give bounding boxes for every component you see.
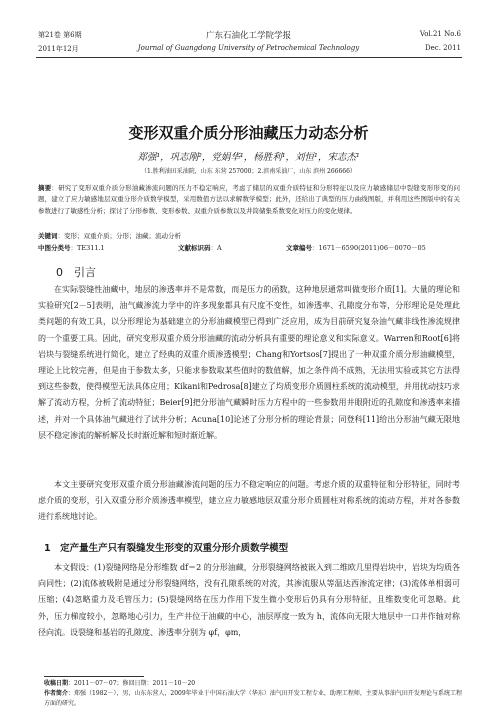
article-number	[286, 243, 426, 252]
header-date-en: Dec. 2011	[425, 44, 461, 52]
section-1-heading: 1 定产量生产只有裂缝发生形变的双重分形介质数学模型	[44, 543, 289, 554]
header-rule	[36, 57, 462, 58]
intro-heading: 0 引言	[56, 266, 96, 279]
received-label: 收稿日期	[44, 680, 69, 687]
abstract	[38, 183, 460, 217]
affiliation: （1.胜利油田采油院，山东 东营 257000；2.滨南采油厂，山东 滨州 266666）	[141, 168, 356, 175]
keywords-text: ：变形；双重介质；分形；油藏；流动分析	[57, 232, 181, 240]
author-bio-text: ：郑强（1982－），男，山东东营人，2009年毕业于中国石油大学（华东）油气田开发工程专业，助理工程师，主要从事油气田开发理论与系统工程方面的研究。	[44, 690, 462, 707]
doc-label: 文献标识码	[178, 244, 211, 252]
abstract-text: ：研究了变形双重介质分形油藏渗流问题的压力不稳定响应，考虑了储层的双重介质特征和分形特征以及应力敏感储层中裂缝变形形变的问题，建立了应力敏感地层双重分形介质数学模型，采用数值方法以求解数学模型；此外，还给出了典型的压力曲线图版，并利用这些图版中的有关参数进行了敏感性分析；探讨了分形参数、变形参数、双重介质参数以及井筒储集系数变化对压力的变化规律。	[38, 184, 461, 215]
article-title: 变形双重介质分形油藏压力动态分析	[128, 124, 369, 142]
article-label: 文章编号	[286, 244, 312, 252]
footnote-author	[44, 689, 462, 709]
clc-value: ：TE311.1	[70, 244, 105, 252]
clc-label: 中图分类号	[38, 244, 71, 252]
keywords-label: 关键词	[38, 232, 58, 240]
abstract-label: 摘要	[38, 184, 52, 192]
document-code	[178, 243, 222, 252]
header-journal-en: Journal of Guangdong University of Petrochemical Technology	[137, 44, 360, 52]
header-vol-issue-cn: 第21卷 第6期	[38, 31, 82, 39]
header-journal-cn: 广东石油化工学院学报	[205, 31, 291, 41]
author-bio-label: 作者简介	[44, 690, 69, 697]
intro-paragraph-2: 本文主要研究变形双重介质分形油藏渗流问题的压力不稳定响应的问题。考虑介质的双重特征和分形特征，同时考虑介质的变形，引入双重分形介质渗透率模型，建立应力敏感地层双重分形介质圆柱对称系统的流动方程，并对各参数进行系统地讨论。	[38, 480, 460, 522]
author-list: 郑强¹，巩志刚²，党娟华¹，杨胜利¹，刘恒¹，宋志杰¹	[137, 152, 360, 163]
clc-number	[38, 243, 105, 252]
keywords	[38, 231, 181, 240]
article-value: ：1671－6590(2011)06－0070－05	[312, 244, 426, 252]
header-vol-issue-en: Vol.21 No.6	[419, 30, 461, 38]
intro-paragraph-1: 在实际裂缝性油藏中，地层的渗透率并不是常数，而是压力的函数，这种地层通常叫做变形介质[1]。大量的理论和实验研究[2－5]表明，油气藏渗流力学中的许多现象都具有尺度不变性，如渗透率、孔隙度分布等，分形理论是处理此类问题的有效工具，以分形理论为基础建立的分形油藏模型已得到广泛应用，成为目前研究复杂油气藏非线性渗流规律的一个重要工具。因此，研究变形双重介质分形油藏的流动分析具有重要的理论意义和实际意义。Warren和Root[6]将岩块与裂缝系统进行简化，建立了经典的双重介质渗透模型；Chang和Yortsos[7]提出了一种双重介质分形油藏模型，理论上比较完善，但是由于参数太多，只能求参数取某些值时的数值解，加之条件尚不成熟，无法用实验或其它方法得到这些参数，使得模型无法具体应用；Kikani和Pedrosa[8]建立了均质变形介质圆柱系统的流动模型，并用扰动技巧求解了流动方程，分析了流动特征；Beier[9]把分形油气藏瞬时压力方程中的一些参数用井眼附近的孔隙度和渗透率来描述，并对一个具体油气藏进行了试井分析；Acuna[10]论述了分形分析的理论背景；同登科[11]给出分形油气藏无限地层不稳定渗流的解析解及长时渐近解和短时渐近解。	[38, 285, 460, 440]
footnote-received	[44, 679, 462, 689]
received-text: ：2011－07－07；修回日期：2011－10－20	[68, 680, 196, 687]
section-1-paragraph: 本文假设：(1)裂缝网络是分形维数 df＝2 的分形油藏，分形裂缝网络被嵌入到二维欧几里得岩块中，岩块为均质各向同性；(2)流体被吸附是通过分形裂缝网络，没有孔隙系统的对流，其渗流服从等温达西渗流定律；(3)流体单相弱可压缩；(4)忽略重力及毛管压力；(5)裂缝网络在压力作用下发生微小变形后仍具有分形特征，且维数变化可忽略。此外，压力梯度较小，忽略地心引力，生产井位于油藏的中心，油层厚度一致为 h，流体向无限大地层中一口井作轴对称径向流。设裂缝和基岩的孔隙度、渗透率分别为 φf，φm，	[38, 563, 460, 637]
header-date-cn: 2011年12月	[38, 45, 79, 53]
footnote-rule	[44, 676, 144, 677]
doc-value: ：A	[210, 244, 222, 252]
